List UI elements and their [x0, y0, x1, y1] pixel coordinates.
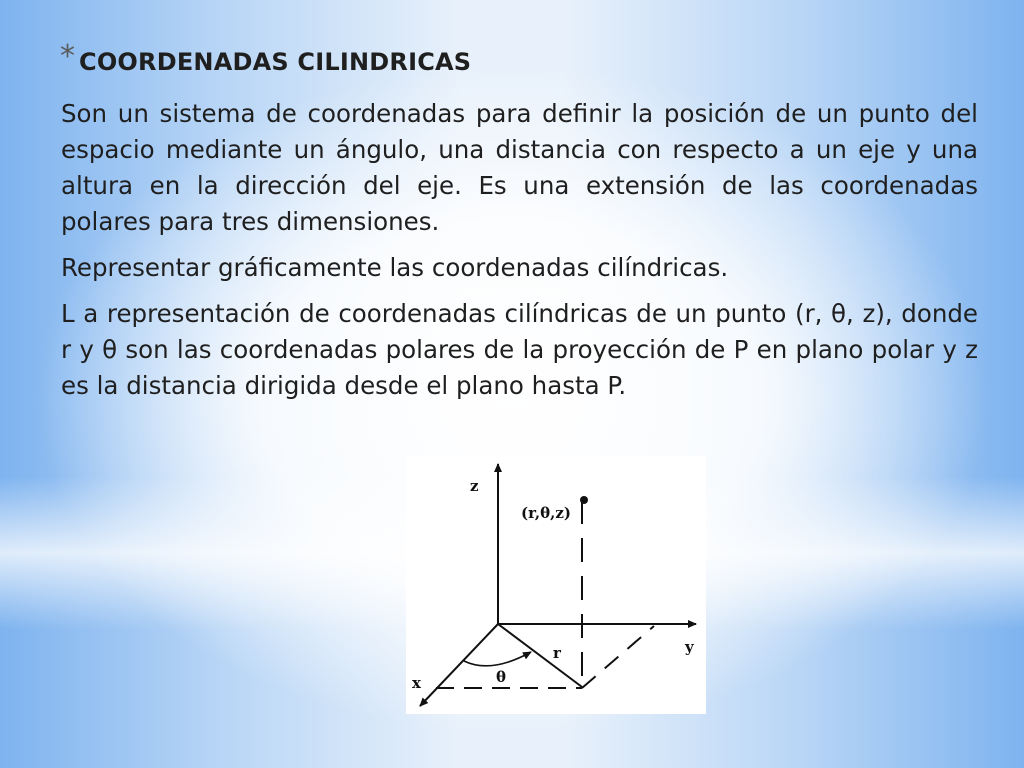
projection-dashed-y	[582, 626, 654, 688]
axis-x-label: x	[412, 674, 421, 692]
paragraph-definition: Son un sistema de coordenadas para definir la posición de un punto del espacio mediante un ángulo, una distancia con respecto a un eje y una altura en la dirección del eje. Es una extensión de las coordenadas polares para tres dimensiones.	[61, 99, 978, 236]
radius-line	[498, 624, 582, 687]
title-bullet: *	[60, 39, 75, 74]
x-axis	[420, 624, 498, 706]
angle-label: θ	[496, 668, 507, 686]
angle-arc	[464, 652, 531, 666]
title-text: COORDENADAS CILINDRICAS	[79, 48, 472, 76]
slide-body	[61, 96, 978, 414]
axis-z-label: z	[470, 477, 479, 495]
radius-label: r	[553, 644, 561, 662]
paragraph-instruction: Representar gráficamente las coordenadas cilíndricas.	[61, 253, 729, 282]
paragraph-representation: L a representación de coordenadas cilíndricas de un punto (r, θ, z), donde r y θ son las coordenadas polares de la proyección de P en plano polar y z es la distancia dirigida desde el plano hasta P.	[61, 299, 978, 400]
slide-title	[60, 39, 472, 82]
axis-y-label: y	[685, 638, 694, 656]
diagram-svg	[406, 456, 706, 714]
point-label: (r,θ,z)	[521, 504, 571, 522]
cylindrical-diagram	[406, 456, 706, 714]
point-p	[580, 496, 588, 504]
